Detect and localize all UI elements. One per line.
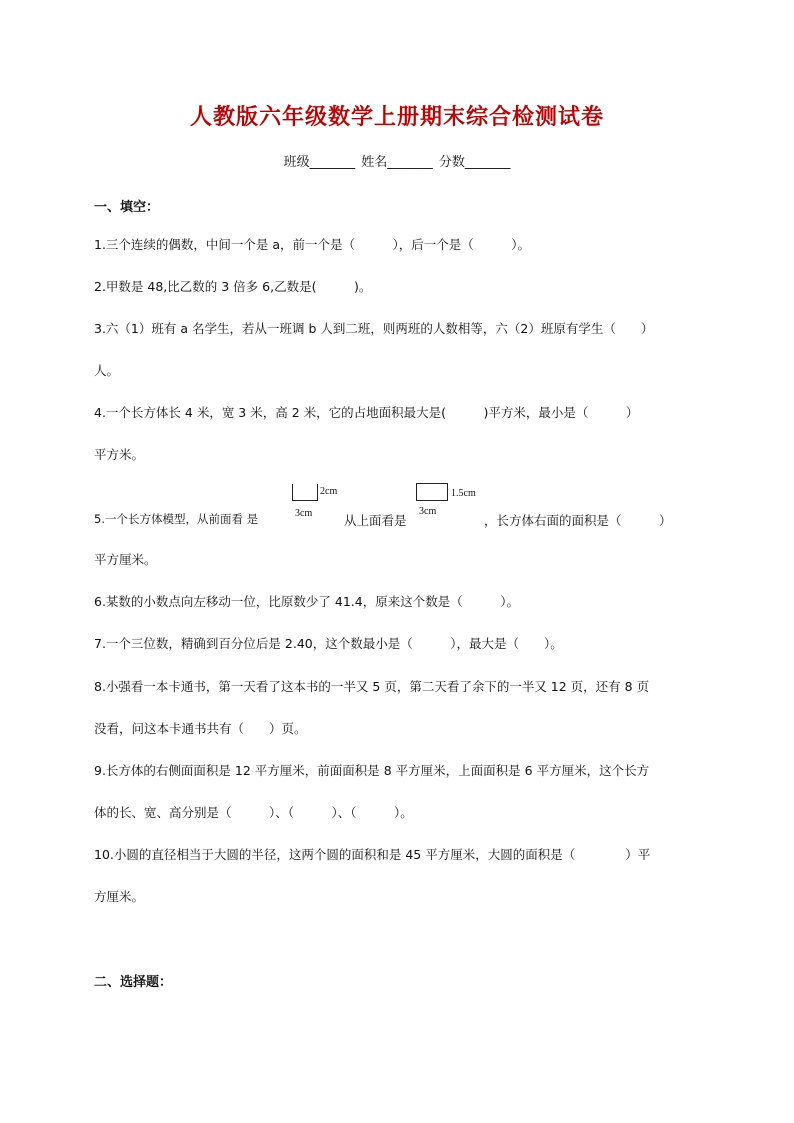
- question-4-line-2: 平方米。: [94, 447, 145, 462]
- question-5-line-2: 平方厘米。: [94, 552, 157, 567]
- section-heading-fill-blank: 一、填空：: [94, 200, 160, 215]
- section-heading-multiple-choice: 二、选择题：: [94, 975, 173, 990]
- front-view-width-label: 3cm: [295, 508, 313, 519]
- class-field: 班级_______: [283, 155, 356, 170]
- question-7: 7.一个三位数，精确到百分位后是 2.40，这个数最小是（ ），最大是（ ）。: [94, 636, 563, 651]
- question-8-line-2: 没看，问这本卡通书共有（ ）页。: [94, 721, 307, 736]
- top-view-depth-label: 1.5cm: [451, 488, 476, 499]
- question-9-line-2: 体的长、宽、高分别是（ ）、（ ）、（ ）。: [94, 805, 413, 820]
- question-2: 2.甲数是 48,比乙数的 3 倍多 6,乙数是( )。: [94, 279, 372, 294]
- question-6: 6.某数的小数点向左移动一位，比原数少了 41.4，原来这个数是（ ）。: [94, 594, 519, 609]
- question-9-line-1: 9.长方体的右侧面面积是 12 平方厘米，前面面积是 8 平方厘米，上面面积是 6 平方厘米，这个长方: [94, 763, 650, 778]
- question-1: 1.三个连续的偶数，中间一个是 a，前一个是（ ），后一个是（ ）。: [94, 237, 531, 252]
- name-field: 姓名_______: [361, 155, 433, 170]
- question-10-line-1: 10.小圆的直径相当于大圆的半径，这两个圆的面积和是 45 平方厘米，大圆的面积是（ ）平: [94, 847, 651, 862]
- question-10-line-2: 方厘米。: [94, 889, 145, 904]
- front-view-figure: [292, 484, 318, 501]
- score-field: 分数_______: [438, 155, 511, 170]
- top-view-figure: [416, 483, 448, 501]
- top-view-width-label: 3cm: [419, 506, 437, 517]
- question-8-line-1: 8.小强看一本卡通书，第一天看了这本书的一半又 5 页，第二天看了余下的一半又 12 页，还有 8 页: [94, 679, 650, 694]
- question-5-part-2: 从上面看是: [344, 513, 407, 528]
- front-view-height-label: 2cm: [320, 486, 338, 497]
- student-info-line: [0, 151, 794, 170]
- question-5-part-1: 5.一个长方体模型，从前面看 是: [94, 512, 259, 526]
- question-5-part-3: ，长方体右面的面积是（ ）: [484, 513, 672, 528]
- question-4-line-1: 4.一个长方体长 4 米，宽 3 米，高 2 米，它的占地面积最大是( )平方米，最小是（ ）: [94, 405, 639, 420]
- page-title: 人教版六年级数学上册期末综合检测试卷: [189, 105, 604, 130]
- question-3-line-1: 3.六（1）班有 a 名学生，若从一班调 b 人到二班，则两班的人数相等，六（2）班原有学生（ ）: [94, 321, 654, 336]
- question-3-line-2: 人。: [94, 363, 120, 378]
